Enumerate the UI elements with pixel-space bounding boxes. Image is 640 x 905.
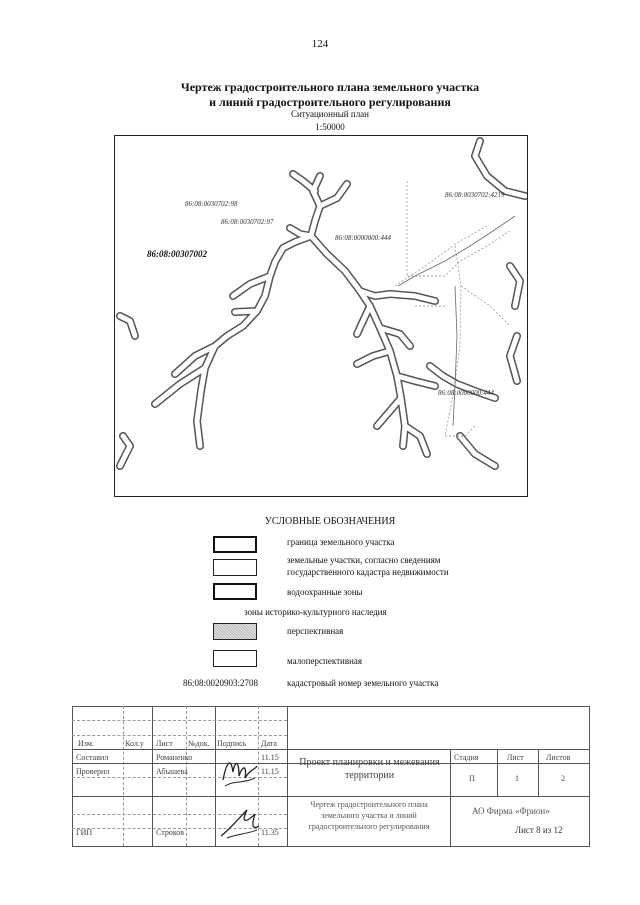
water-protection-zones (120, 141, 525, 466)
legend-cadastral-caption: кадастровый номер земельного участка (287, 678, 439, 688)
drawing-title-line-2: и линий градостроительного регулирования (209, 95, 451, 109)
stamp-drawing-name: Чертеж градостроительного плана земельного участка и линий градостроительного регулирования (308, 800, 430, 831)
stamp-sheet-label: Лист (507, 753, 524, 762)
stamp-role-chief-engineer: ГИП (76, 828, 93, 837)
legend-symbol-cadastral-parcels (213, 559, 257, 576)
map-label-parcel-98: 86:08:0030702:98 (185, 200, 238, 208)
stamp-header-sheet: Лист (156, 739, 173, 748)
signature-compiled (217, 750, 262, 794)
map-label-parcel-4219: 86:08:0030702:4219 (445, 191, 505, 199)
legend-label-prospective: перспективная (287, 626, 344, 636)
legend-label-low-prospective: малоперспективная (287, 656, 363, 666)
map-label-parcel-444-east: 86:08:0000000:444 (438, 389, 494, 397)
stamp-role-compiled: Составил (76, 753, 109, 762)
stamp-header-doc: №док. (188, 739, 210, 748)
situation-map (114, 135, 528, 497)
stamp-header-qty: Кол.у (125, 739, 144, 748)
stamp-name-compiled: Романенко (156, 753, 193, 762)
stamp-sheet-value: 1 (515, 774, 519, 783)
stamp-date-chief-engineer: 11.35 (261, 828, 279, 837)
legend-label-water-zones: водоохранные зоны (287, 587, 363, 597)
stamp-stage-value: П (469, 774, 475, 783)
stamp-stage-label: Стадия (454, 753, 479, 762)
stamp-sheet-of: Лист 8 из 12 (515, 825, 563, 835)
drawing-subtitle: Ситуационный план (290, 109, 369, 119)
legend-label-cadastral-parcels-2: государственного кадастра недвижимости (287, 567, 449, 577)
stamp-date-compiled: 11.15 (261, 753, 279, 762)
stamp-sheets-label: Листов (546, 753, 571, 762)
stamp-header-change: Изм. (78, 739, 94, 748)
stamp-project-name: Проект планировки и межевания территории (299, 757, 440, 781)
title-block (72, 706, 590, 846)
map-drawing (115, 136, 527, 496)
stamp-sheets-value: 2 (561, 774, 565, 783)
stamp-date-checked: 11.15 (261, 767, 279, 776)
signature-chief-engineer (217, 800, 262, 844)
map-label-parcel-97: 86:08:0030702:97 (221, 218, 274, 226)
stamp-company: АО Фирма «Фрион» (472, 806, 550, 816)
stamp-header-date: Дата (261, 739, 277, 748)
legend-cadastral-sample: 86:08:0020903:2708 (183, 678, 259, 688)
legend-symbol-water-zones (213, 583, 257, 600)
stamp-role-checked: Проверил (76, 767, 110, 776)
page-number: 124 (311, 38, 329, 50)
stamp-name-chief-engineer: Строков (156, 828, 185, 837)
legend-symbol-prospective (213, 623, 257, 640)
stamp-header-signature: Подпись (217, 739, 247, 748)
legend-label-parcel-boundary: граница земельного участка (287, 537, 395, 547)
drawing-title-line-1: Чертеж градостроительного плана земельного участка (180, 80, 480, 94)
legend-heritage-heading: зоны историко-культурного наследия (244, 607, 387, 617)
legend-symbol-low-prospective (213, 650, 257, 667)
legend-title: УСЛОВНЫЕ ОБОЗНАЧЕНИЯ (264, 516, 396, 527)
map-scale: 1:50000 (315, 122, 345, 132)
map-label-quarter: 86:08:00307002 (147, 249, 207, 259)
legend-symbol-parcel-boundary (213, 536, 257, 553)
map-label-parcel-444-north: 86:08:0000000:444 (335, 234, 391, 242)
stamp-name-checked: Абышева (156, 767, 188, 776)
legend-label-cadastral-parcels-1: земельные участки, согласно сведениям (287, 555, 441, 565)
